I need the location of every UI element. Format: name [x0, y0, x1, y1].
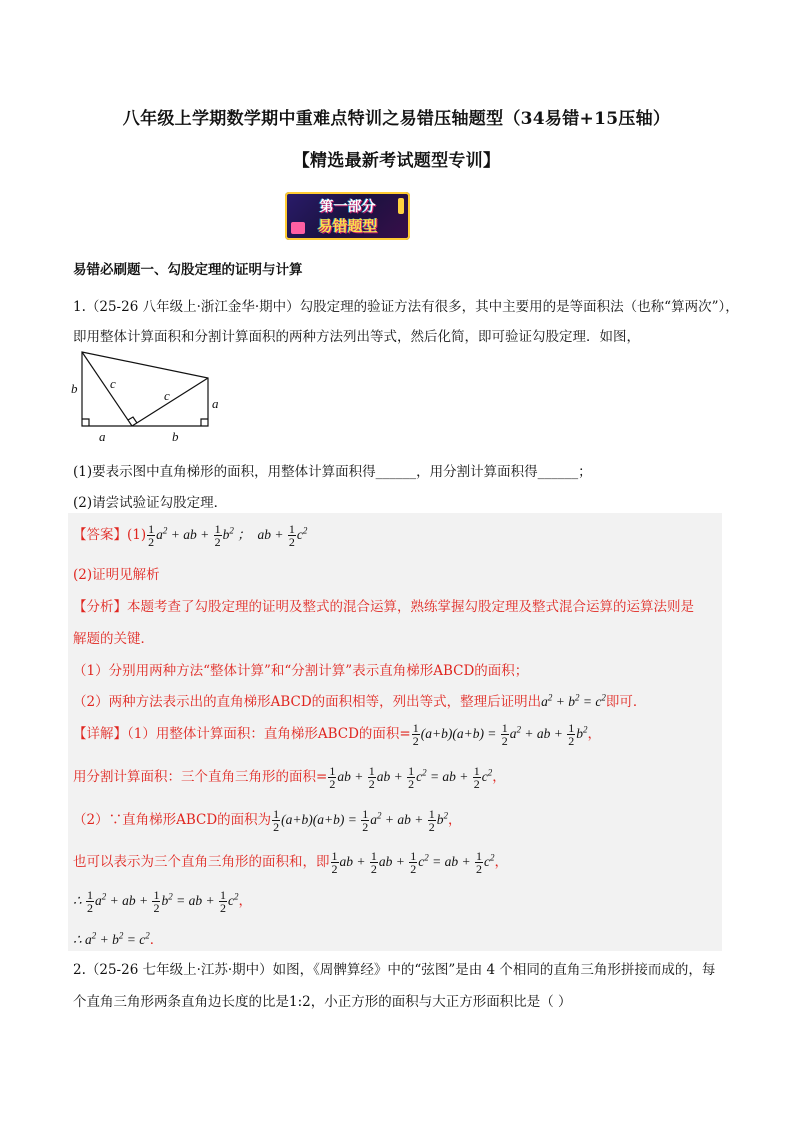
section-badge: [285, 192, 410, 240]
label-b-bottom: b: [172, 429, 179, 444]
detail-line4: 也可以表示为三个直角三角形的面积和，即 $\frac{1}{2}$ ab + $\frac{1}{2}$ ab + $\frac{1}{2}$ $c^2$ = ab + $\frac{1}{2}$ $c^2$，: [73, 849, 508, 877]
page-title: 八年级上学期数学期中重难点特训之易错压轴题型（34易错+15压轴）: [122, 109, 671, 129]
analysis-step1: （1）分别用两种方法“整体计算”和“分割计算”表示直角梯形ABCD的面积；: [73, 663, 529, 679]
label-b-left: b: [71, 381, 78, 396]
detail-line2: 用分割计算面积：三个直角三角形的面积= $\frac{1}{2}$ ab + $\frac{1}{2}$ ab + $\frac{1}{2}$ $c^2$ = ab + $\frac{1}{2}$ $c^2$，: [73, 764, 506, 792]
label-c-2: c: [164, 388, 170, 403]
detail-expr2: $\frac{1}{2}$ ab + $\frac{1}{2}$ ab + $\frac{1}{2}$ $c^2$ = ab + $\frac{1}{2}$ $c^2$: [329, 764, 493, 792]
answer-expr: $\frac{1}{2}$ $a^2$ + ab + $\frac{1}{2}$ $b^2$ ； ab + $\frac{1}{2}$ $c^2$: [148, 522, 308, 550]
trapezoid-figure: [68, 346, 228, 446]
analysis-text1: 本题考查了勾股定理的证明及整式的混合运算，熟练掌握勾股定理及整式混合运算的运算法则是: [127, 599, 694, 615]
detail-expr1: $\frac{1}{2}$ (a+b)(a+b) = $\frac{1}{2}$ $a^2$ + ab + $\frac{1}{2}$ $b^2$: [412, 721, 588, 749]
analysis-step2a: （2）两种方法表示出的直角梯形ABCD的面积相等，列出等式，整理后证明出: [73, 694, 542, 710]
q1-part2: (2)请尝试验证勾股定理．: [73, 495, 228, 511]
detail-expr6: ∴ $a^2 + b^2 = c^2$: [73, 930, 150, 947]
detail-l4: 也可以表示为三个直角三角形的面积和，即: [73, 854, 330, 870]
detail-label: 【详解】: [73, 726, 127, 742]
detail-l1: （1）用整体计算面积：直角梯形ABCD的面积=: [127, 726, 411, 742]
q2-line1: 2.（25-26 七年级上·江苏·期中）如图，《周髀算经》中的“弦图”是由 4 个相同的直角三角形拼接而成的，每: [73, 962, 716, 978]
q1-part1: (1)要表示图中直角梯形的面积，用整体计算面积得______，用分割计算面积得______；: [73, 464, 592, 480]
label-c-1: c: [110, 376, 116, 391]
section-heading: 易错必刷题一、勾股定理的证明与计算: [73, 262, 303, 278]
answer-line: [73, 523, 307, 548]
detail-line5: ∴ $\frac{1}{2}$ $a^2$ + ab + $\frac{1}{2}$ $b^2$ = ab + $\frac{1}{2}$ $c^2$，: [73, 888, 252, 916]
detail-expr5: ∴ $\frac{1}{2}$ $a^2$ + ab + $\frac{1}{2}$ $b^2$ = ab + $\frac{1}{2}$ $c^2$: [73, 888, 239, 916]
analysis-line2: 解题的关键．: [73, 631, 154, 647]
q1-line1: 1.（25-26 八年级上·浙江金华·期中）勾股定理的验证方法有很多，其中主要用的是等面积法（也称“算两次”），: [73, 299, 739, 315]
detail-l3: （2）∵直角梯形ABCD的面积为: [73, 812, 272, 828]
badge-line1: 第一部分: [319, 199, 376, 215]
analysis-step2: [73, 690, 646, 710]
answer-part1-num: (1): [127, 527, 147, 543]
q1-line2: 即用整体计算面积和分割计算面积的两种方法列出等式，然后化简，即可验证勾股定理．如图，: [73, 329, 640, 345]
detail-expr3: $\frac{1}{2}$ (a+b)(a+b) = $\frac{1}{2}$ $a^2$ + ab + $\frac{1}{2}$ $b^2$: [273, 807, 448, 835]
badge-line2: 易错题型: [317, 217, 378, 235]
q2-line2: 个直角三角形两条直角边长度的比是1:2，小正方形的面积与大正方形面积比是（ ）: [73, 994, 572, 1010]
analysis-line1: [73, 595, 694, 615]
detail-line1: 【详解】（1）用整体计算面积：直角梯形ABCD的面积= $\frac{1}{2}$ (a+b)(a+b) = $\frac{1}{2}$ $a^2$ + ab + $\frac{1}{2}$ $b^2$，: [73, 721, 602, 749]
answer-label: 【答案】: [73, 527, 127, 543]
label-a-right: a: [212, 396, 219, 411]
detail-expr4: $\frac{1}{2}$ ab + $\frac{1}{2}$ ab + $\frac{1}{2}$ $c^2$ = ab + $\frac{1}{2}$ $c^2$: [331, 849, 495, 877]
analysis-step2b: 即可．: [605, 694, 647, 710]
detail-l2: 用分割计算面积：三个直角三角形的面积=: [73, 769, 328, 785]
detail-line6: ∴ $a^2 + b^2 = c^2$．: [73, 930, 164, 948]
analysis-label: 【分析】: [73, 599, 127, 615]
pythag-expr: $a^2 + b^2 = c^2$: [541, 692, 606, 709]
page-subtitle: 【精选最新考试题型专训】: [292, 151, 501, 171]
answer-part2: (2)证明见解析: [73, 567, 160, 583]
label-a-bottom: a: [99, 429, 106, 444]
detail-line3: （2）∵直角梯形ABCD的面积为 $\frac{1}{2}$ (a+b)(a+b) = $\frac{1}{2}$ $a^2$ + ab + $\frac{1}{2}$ $b^2$，: [73, 807, 462, 835]
